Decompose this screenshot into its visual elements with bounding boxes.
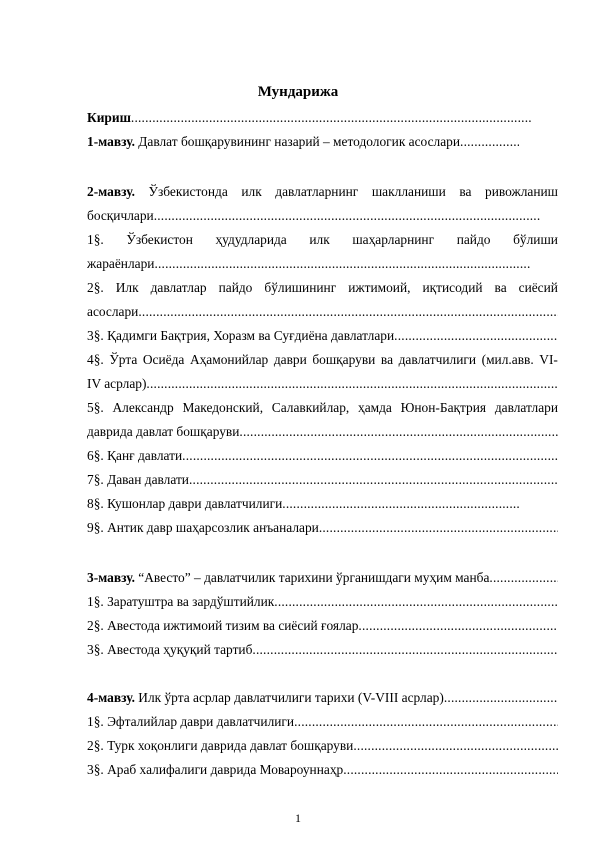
toc-word: Ўрта [109,352,138,367]
toc-leader [394,328,558,344]
toc-entry-2-1-line-1[interactable] [87,232,558,248]
toc-leader [154,256,530,272]
toc-leader [282,496,519,512]
toc-word: ижтимоий, [348,280,411,295]
toc-leader [274,594,558,610]
toc-word: Салавкийлар, [271,400,350,415]
toc-word: шаҳарларнинг [352,232,435,247]
toc-text: 9§. Антик давр шаҳарсозлик анъаналари [87,520,319,535]
toc-text: 1§. Заратуштра ва зардўштийлик [87,594,275,609]
toc-word: бўлишининг [264,280,337,295]
toc-entry-2-5-line-1[interactable] [87,400,558,416]
toc-text: Давлат бошқарувининг назарий – методологик асослари [138,134,461,149]
toc-entry-3-1[interactable] [87,594,558,610]
toc-entry-4-2[interactable] [87,738,558,754]
toc-entry-2-4-line-2[interactable] [87,376,558,392]
toc-entry-2-7[interactable] [87,472,558,488]
toc-text: “Авесто” – давлатчилик тарихини ўрганишдаги муҳим манба [138,570,490,585]
toc-leader [319,520,558,536]
toc-text: 3§. Араб халифалиги даврида Мовароуннаҳр [87,762,344,777]
toc-word: ва [459,184,472,199]
toc-word: ва [494,280,507,295]
toc-text: 3§. Авестода ҳуқуқий тартиб [87,642,253,657]
toc-leader [189,472,558,488]
toc-text: жараёнлари [87,256,155,271]
toc-word: давлатларнинг [275,184,359,199]
toc-word: 5§. [87,400,104,415]
toc-leader [154,208,540,224]
toc-word: 2§. [87,280,104,295]
toc-entry-4-1[interactable] [87,714,558,730]
toc-entry-2-2-line-1[interactable] [87,280,558,296]
page-title: Мундарижа [257,84,339,100]
toc-word: илк [241,184,262,199]
toc-text: 8§. Кушонлар даври давлатчилиги [87,496,283,511]
toc-leader [444,690,558,706]
toc-label: 4-мавзу. [87,690,135,705]
toc-word: 1§. [87,232,104,247]
toc-word: 4§. [87,352,104,367]
toc-leader [131,110,532,126]
toc-entry-topic-3[interactable] [87,570,558,586]
toc-entry-topic-4[interactable] [87,690,558,706]
toc-text: даврида давлат бошқаруви [87,424,240,439]
toc-entry-topic-2-line-2[interactable] [87,208,540,224]
toc-entry-2-4-line-1[interactable] [87,352,558,368]
toc-word: Александр [112,400,174,415]
toc-label: 1-мавзу. [87,134,135,149]
toc-leader [146,376,558,392]
toc-entry-topic-1[interactable] [87,134,519,150]
toc-word: шаклланиши [371,184,446,199]
toc-text: асослари [87,304,139,319]
toc-word: Македонский, [182,400,264,415]
toc-leader [252,642,558,658]
toc-leader [343,762,558,778]
toc-word: пайдо [456,232,491,247]
toc-text: IV асрлар) [87,376,147,391]
toc-entry-3-3[interactable] [87,642,558,658]
toc-leader [358,618,558,634]
toc-entry-kirish[interactable] [87,110,532,126]
toc-word: бўлиши [513,232,558,247]
toc-label: 2-мавзу. [87,184,135,199]
toc-word: ва [380,352,394,367]
toc-entry-2-5-line-2[interactable] [87,424,558,440]
toc-word: VI- [539,352,558,367]
toc-word: даври [273,352,307,367]
toc-label: 3-мавзу. [87,570,135,585]
toc-leader [239,424,558,440]
toc-text: Илк ўрта асрлар давлатчилиги тарихи (V-VIII асрлар) [138,690,444,705]
toc-entry-2-9[interactable] [87,520,558,536]
toc-word: илк [309,232,330,247]
toc-leader [182,448,558,464]
toc-entry-2-8[interactable] [87,496,519,512]
toc-leader [460,134,519,150]
toc-word: пайдо [218,280,253,295]
toc-word: ҳудудларида [215,232,287,247]
toc-text: босқичлари [87,208,154,223]
toc-text: 2§. Турк хоқонлиги даврида давлат бошқаруви [87,738,354,753]
toc-leader [353,738,558,754]
toc-text: 3§. Қадимги Бақтрия, Хоразм ва Суғдиёна давлатлари [87,328,395,343]
toc-leader [138,304,558,320]
toc-word: давлатлари [494,400,558,415]
toc-text: 7§. Даван давлати [87,472,189,487]
toc-word: иқтисодий [422,280,483,295]
toc-entry-2-2-line-2[interactable] [87,304,558,320]
toc-word: сиёсий [518,280,558,295]
toc-word: (мил.авв. [481,352,534,367]
toc-entry-topic-2-line-1[interactable] [87,184,558,200]
toc-leader [294,714,558,730]
toc-word: давлатчилиги [398,352,477,367]
toc-text: 1§. Эфталийлар даври давлатчилиги [87,714,295,729]
toc-word: давлатлар [150,280,207,295]
toc-word: Ўзбекистон [126,232,193,247]
toc-entry-4-3[interactable] [87,762,558,778]
toc-text: 6§. Қанғ давлати [87,448,183,463]
toc-word: ривожланиш [485,184,558,199]
page-number: 1 [295,811,301,825]
toc-entry-3-2[interactable] [87,618,558,634]
toc-word: Ўзбекистонда [148,184,228,199]
toc-word: бошқаруви [312,352,376,367]
toc-word: ҳамда [358,400,392,415]
toc-leader [489,570,558,586]
toc-word: Осиёда [142,352,185,367]
toc-word: Юнон-Бақтрия [400,400,487,415]
toc-word: Аҳамонийлар [189,352,269,367]
toc-text: 2§. Авестода ижтимоий тизим ва сиёсий ғоялар [87,618,359,633]
toc-label: Кириш [87,110,131,125]
toc-entry-2-6[interactable] [87,448,558,464]
toc-word: Илк [115,280,139,295]
toc-entry-2-1-line-2[interactable] [87,256,530,272]
toc-entry-2-3[interactable] [87,328,558,344]
